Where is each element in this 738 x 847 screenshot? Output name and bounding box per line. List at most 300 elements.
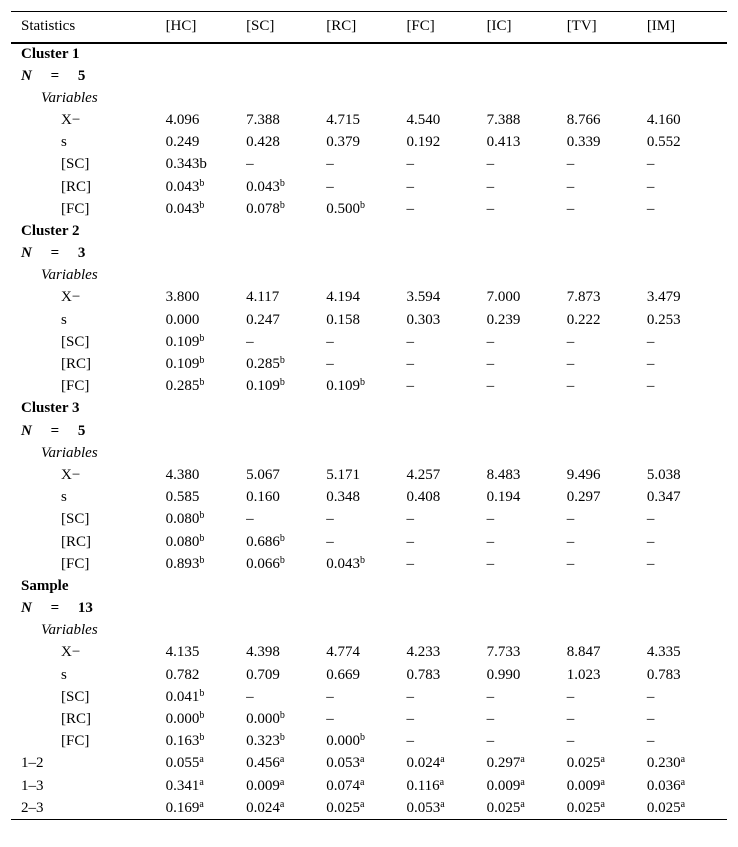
row-label: [SC] <box>61 333 90 350</box>
row-label: [SC] <box>61 156 90 173</box>
cell-value: – <box>486 156 495 173</box>
cell-value: 8.483 <box>486 466 521 483</box>
section-title: Sample <box>21 577 69 594</box>
cell-value: 3.800 <box>165 289 200 306</box>
table-cell <box>487 287 567 309</box>
n-value: 3 <box>77 245 86 262</box>
cell-value: 0.025 <box>646 799 681 816</box>
table-cell <box>326 531 406 553</box>
variables-label: Variables <box>41 267 98 284</box>
table-row <box>11 487 727 509</box>
cell-superscript: b <box>199 510 205 522</box>
cell-value: 0.192 <box>406 134 441 151</box>
cell-value: 0.053 <box>406 799 441 816</box>
cell-value: – <box>326 333 334 350</box>
cell-value: – <box>406 688 414 705</box>
table-cell <box>567 531 647 553</box>
row-label: [RC] <box>61 178 91 195</box>
table-cell <box>246 797 326 819</box>
cell-value: 0.230 <box>646 755 681 772</box>
row-label: [FC] <box>61 378 90 395</box>
table-cell <box>487 797 567 819</box>
table-cell <box>246 642 326 664</box>
table-cell <box>406 509 486 531</box>
cell-value: 0.341 <box>165 777 200 794</box>
cell-value: – <box>486 378 495 395</box>
cell-value: 0.500 <box>326 200 360 217</box>
cell-superscript: b <box>279 377 285 389</box>
cell-value: 4.257 <box>406 466 441 483</box>
cell-value: – <box>406 533 414 550</box>
table-row <box>11 509 727 531</box>
cell-superscript: b <box>199 732 205 744</box>
table-cell <box>326 287 406 309</box>
cell-value: – <box>486 533 495 550</box>
table-cell <box>326 731 406 753</box>
table-cell <box>246 176 326 198</box>
table-cell <box>567 154 647 176</box>
cell-value: 0.160 <box>246 489 280 506</box>
table-cell <box>406 686 486 708</box>
cell-value: 0.009 <box>246 777 280 794</box>
cell-value: – <box>566 178 575 195</box>
cell-value: – <box>406 378 414 395</box>
cell-value: 0.074 <box>326 777 360 794</box>
table-cell <box>567 642 647 664</box>
table-cell <box>567 198 647 220</box>
cell-superscript: a <box>440 798 445 810</box>
table-cell <box>166 708 247 730</box>
table-cell <box>647 309 727 331</box>
cell-superscript: a <box>680 776 686 788</box>
cell-value: – <box>646 733 655 750</box>
table-cell <box>487 198 567 220</box>
table-cell <box>406 731 486 753</box>
cell-value: 4.774 <box>326 644 360 661</box>
cell-value: 0.339 <box>566 134 601 151</box>
table-cell <box>567 331 647 353</box>
table-cell <box>647 775 727 797</box>
comparison-label: 1–2 <box>21 755 44 772</box>
cell-value: 0.783 <box>406 666 441 683</box>
table-cell <box>166 797 247 819</box>
cell-value: – <box>406 733 414 750</box>
column-header: [HC] <box>166 12 247 43</box>
table-cell <box>406 553 486 575</box>
cell-value: 0.109 <box>326 378 360 395</box>
table-row <box>11 731 727 753</box>
variables-label-row <box>11 87 727 109</box>
table-cell <box>567 132 647 154</box>
table-cell <box>166 154 247 176</box>
table-cell <box>647 154 727 176</box>
table-cell <box>246 198 326 220</box>
cell-value: 0.025 <box>486 799 521 816</box>
table-row <box>11 531 727 553</box>
row-label: s <box>61 666 67 683</box>
table-cell <box>567 753 647 775</box>
cell-superscript: a <box>600 754 605 766</box>
table-cell <box>487 708 567 730</box>
cell-superscript: b <box>199 199 205 211</box>
cell-value: 0.285 <box>165 378 200 395</box>
table-cell <box>246 531 326 553</box>
table-row <box>11 553 727 575</box>
table-cell <box>166 531 247 553</box>
cell-value: 3.594 <box>406 289 441 306</box>
cell-value: 0.109 <box>165 333 200 350</box>
table-cell <box>326 109 406 131</box>
cell-value: – <box>486 555 495 572</box>
sample-size <box>11 420 727 442</box>
cell-value: 0.222 <box>566 311 601 328</box>
section-title-row <box>11 220 727 242</box>
cell-value: 0.116 <box>406 777 440 794</box>
table-row <box>11 708 727 730</box>
table-cell <box>326 309 406 331</box>
cell-superscript: a <box>680 798 686 810</box>
section-title: Cluster 2 <box>21 222 80 239</box>
cell-value: 0.169 <box>165 799 200 816</box>
cell-superscript: b <box>360 377 365 389</box>
cell-value: 5.067 <box>246 466 280 483</box>
cell-value: 0.080 <box>165 533 200 550</box>
table-cell <box>406 775 486 797</box>
table-cell <box>406 309 486 331</box>
n-value: 13 <box>77 600 93 617</box>
cell-value: – <box>406 156 414 173</box>
table-cell <box>567 553 647 575</box>
cell-value: 0.194 <box>486 489 521 506</box>
section-title-row <box>11 398 727 420</box>
cell-value: 0.297 <box>566 489 601 506</box>
cell-value: 0.249 <box>165 134 200 151</box>
table-cell <box>567 686 647 708</box>
table-cell <box>406 198 486 220</box>
table-cell <box>166 331 247 353</box>
table-cell <box>326 176 406 198</box>
cell-value: 0.080 <box>165 511 200 528</box>
table-cell <box>487 309 567 331</box>
row-label: s <box>61 311 67 328</box>
cell-value: – <box>486 178 495 195</box>
table-cell <box>166 664 247 686</box>
n-symbol: N <box>21 245 32 262</box>
table-cell <box>567 797 647 819</box>
table-cell <box>246 553 326 575</box>
cell-value: 4.335 <box>646 644 681 661</box>
table-cell <box>406 376 486 398</box>
cell-value: – <box>486 356 495 373</box>
cell-value: – <box>406 333 414 350</box>
cell-value: – <box>406 555 414 572</box>
cell-value: 8.847 <box>566 644 601 661</box>
cell-value: 0.000 <box>246 711 280 728</box>
cell-value: 0.413 <box>486 134 521 151</box>
cell-superscript: b <box>199 532 205 544</box>
table-cell <box>487 731 567 753</box>
cell-value: 0.025 <box>566 799 601 816</box>
table-cell <box>166 309 247 331</box>
table-cell <box>326 775 406 797</box>
cell-value: – <box>326 511 334 528</box>
cell-value: 0.239 <box>486 311 521 328</box>
column-header: [SC] <box>246 12 326 43</box>
column-header: [TV] <box>567 12 647 43</box>
column-header: [IM] <box>647 12 727 43</box>
cell-value: 5.171 <box>326 466 360 483</box>
table-cell <box>246 154 326 176</box>
cell-value: 0.686 <box>246 533 280 550</box>
n-symbol: N <box>21 67 32 84</box>
cell-value: 0.285 <box>246 356 280 373</box>
cell-value: – <box>486 733 495 750</box>
table-cell <box>166 775 247 797</box>
table-row <box>11 686 727 708</box>
cell-value: – <box>406 511 414 528</box>
table-cell <box>647 132 727 154</box>
cell-value: – <box>566 333 575 350</box>
cell-value: 0.552 <box>646 134 681 151</box>
cell-value: – <box>326 711 334 728</box>
table-cell <box>406 531 486 553</box>
table-cell <box>647 664 727 686</box>
cell-superscript: b <box>199 332 205 344</box>
table-cell <box>246 708 326 730</box>
sample-size-row <box>11 420 727 442</box>
row-label: [SC] <box>61 688 90 705</box>
cell-value: – <box>646 200 655 217</box>
cell-value: 0.009 <box>486 777 521 794</box>
row-label: s <box>61 134 67 151</box>
table-cell <box>166 287 247 309</box>
cell-superscript: a <box>279 754 285 766</box>
n-spacer <box>32 68 51 84</box>
comparison-label: 2–3 <box>11 797 166 819</box>
cell-value: 0.053 <box>326 755 360 772</box>
comparison-row <box>11 753 727 775</box>
cell-value: 0.043 <box>246 178 280 195</box>
table-cell <box>326 642 406 664</box>
table-row <box>11 198 727 220</box>
cell-value: 7.733 <box>486 644 521 661</box>
variables-label-row <box>11 442 727 464</box>
n-value: 5 <box>77 422 86 439</box>
cell-value: – <box>326 178 334 195</box>
table-cell <box>246 109 326 131</box>
table-cell <box>567 287 647 309</box>
cell-value: 0.000 <box>165 711 200 728</box>
table-cell <box>166 109 247 131</box>
table-cell <box>487 487 567 509</box>
cell-value: – <box>246 511 254 528</box>
cell-value: 0.043 <box>165 200 200 217</box>
cell-value: – <box>246 333 254 350</box>
cell-value: 0.782 <box>165 666 200 683</box>
table-cell <box>246 353 326 375</box>
table-cell <box>567 731 647 753</box>
cell-value: 0.343b <box>165 156 207 173</box>
n-equals: = <box>50 245 60 262</box>
table-cell <box>647 331 727 353</box>
table-cell <box>647 509 727 531</box>
table-row <box>11 353 727 375</box>
cell-superscript: b <box>199 687 205 699</box>
cell-superscript: a <box>199 798 204 810</box>
table-cell <box>326 464 406 486</box>
cell-value: 0.297 <box>486 755 521 772</box>
n-symbol: N <box>21 422 32 439</box>
cell-value: 0.109 <box>165 356 200 373</box>
cell-superscript: b <box>360 732 365 744</box>
n-spacer <box>59 423 78 439</box>
table-cell <box>246 376 326 398</box>
cell-value: 9.496 <box>566 466 601 483</box>
table-cell <box>487 331 567 353</box>
cell-value: – <box>486 688 495 705</box>
table-cell <box>326 353 406 375</box>
comparison-row <box>11 797 727 819</box>
row-label: [RC] <box>61 356 91 373</box>
cell-value: – <box>646 156 655 173</box>
cell-value: – <box>646 688 655 705</box>
n-symbol: N <box>21 600 32 617</box>
n-spacer <box>32 600 51 616</box>
cell-value: – <box>566 511 575 528</box>
sample-size-row <box>11 243 727 265</box>
cell-superscript: a <box>600 798 605 810</box>
cell-value: – <box>246 688 254 705</box>
table-cell <box>647 642 727 664</box>
table-cell <box>406 464 486 486</box>
table-cell <box>246 464 326 486</box>
cell-superscript: b <box>199 355 205 367</box>
n-spacer <box>32 245 51 261</box>
table-cell <box>487 642 567 664</box>
table-cell <box>246 309 326 331</box>
table-cell <box>246 509 326 531</box>
table-cell <box>406 664 486 686</box>
cell-value: 0.041 <box>165 688 200 705</box>
variables-label-row <box>11 265 727 287</box>
table-cell <box>567 176 647 198</box>
cell-value: – <box>646 533 655 550</box>
cell-value: – <box>646 711 655 728</box>
cell-value: 0.456 <box>246 755 280 772</box>
n-equals: = <box>50 422 60 439</box>
cell-value: – <box>566 555 575 572</box>
row-label: [RC] <box>61 711 91 728</box>
table-cell <box>647 198 727 220</box>
cell-value: – <box>486 711 495 728</box>
row-label: X− <box>61 466 81 483</box>
statistics-table-container <box>11 11 727 820</box>
row-label: [FC] <box>61 733 90 750</box>
cell-value: 0.783 <box>646 666 681 683</box>
cell-superscript: b <box>279 532 285 544</box>
cell-value: 0.253 <box>646 311 681 328</box>
table-cell <box>326 553 406 575</box>
table-cell <box>326 132 406 154</box>
table-row <box>11 331 727 353</box>
cell-superscript: a <box>520 754 525 766</box>
table-cell <box>647 487 727 509</box>
table-cell <box>647 553 727 575</box>
table-cell <box>166 553 247 575</box>
row-label: s <box>61 489 67 506</box>
cell-superscript: a <box>360 754 365 766</box>
cell-value: – <box>566 378 575 395</box>
cell-value: 0.247 <box>246 311 280 328</box>
table-cell <box>487 154 567 176</box>
table-cell <box>487 376 567 398</box>
cell-superscript: a <box>520 798 525 810</box>
table-cell <box>166 753 247 775</box>
cell-value: 0.428 <box>246 134 280 151</box>
sample-size <box>11 243 727 265</box>
cell-value: 0.585 <box>165 489 200 506</box>
table-cell <box>647 753 727 775</box>
cell-superscript: b <box>279 177 285 189</box>
table-cell <box>246 664 326 686</box>
row-label: [SC] <box>61 511 90 528</box>
table-cell <box>567 353 647 375</box>
table-cell <box>166 642 247 664</box>
variables-label-row <box>11 620 727 642</box>
cell-value: – <box>646 178 655 195</box>
table-header-row <box>11 12 727 43</box>
table-cell <box>487 353 567 375</box>
cell-value: – <box>486 200 495 217</box>
cell-superscript: b <box>199 177 205 189</box>
table-row <box>11 309 727 331</box>
cell-value: – <box>566 200 575 217</box>
table-cell <box>326 154 406 176</box>
cell-value: – <box>566 356 575 373</box>
cell-value: 4.135 <box>165 644 200 661</box>
table-cell <box>246 775 326 797</box>
table-body <box>11 43 727 820</box>
cell-value: – <box>646 378 655 395</box>
cell-value: 4.194 <box>326 289 360 306</box>
cell-superscript: b <box>360 554 365 566</box>
cell-value: 8.766 <box>566 111 601 128</box>
cell-value: 0.024 <box>406 755 441 772</box>
table-cell <box>647 176 727 198</box>
section-title-row <box>11 43 727 66</box>
section-title: Cluster 1 <box>21 45 80 62</box>
table-row <box>11 642 727 664</box>
table-cell <box>647 464 727 486</box>
table-cell <box>647 708 727 730</box>
section-title: Cluster 3 <box>21 400 80 417</box>
cell-value: 0.408 <box>406 489 441 506</box>
cell-value: 0.000 <box>165 311 200 328</box>
cell-superscript: a <box>360 776 365 788</box>
cell-value: 0.024 <box>246 799 280 816</box>
table-cell <box>406 287 486 309</box>
sample-size <box>11 598 727 620</box>
table-row <box>11 109 727 131</box>
n-value: 5 <box>77 67 86 84</box>
table-cell <box>246 287 326 309</box>
table-cell <box>326 509 406 531</box>
table-cell <box>487 664 567 686</box>
row-label: X− <box>61 111 81 128</box>
cell-value: – <box>566 688 575 705</box>
table-cell <box>246 753 326 775</box>
table-cell <box>647 731 727 753</box>
